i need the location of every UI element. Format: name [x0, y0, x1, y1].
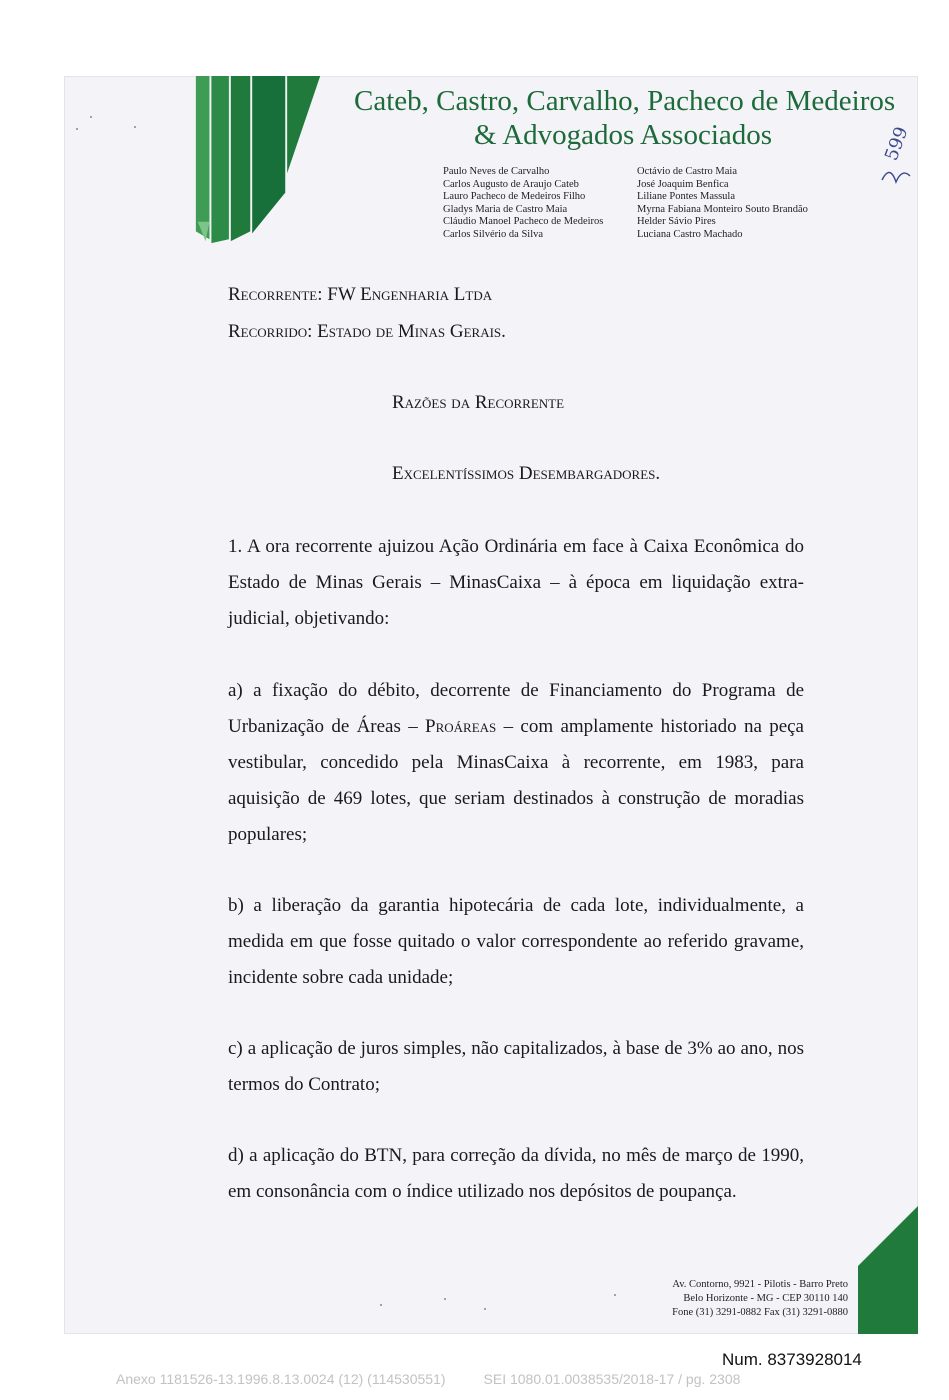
- document-number: Num. 8373928014: [722, 1350, 862, 1369]
- scanned-page: [64, 76, 918, 1334]
- partner-name: Liliane Pontes Massula: [637, 191, 735, 202]
- handwritten-page-number-text: 599: [881, 124, 913, 164]
- firm-name-line1: Cateb, Castro, Carvalho, Pacheco de Medeiros: [354, 85, 896, 117]
- paragraph-a-part1: a) a fixação do débito, decorrente de Financiamento do Programa de Urbanização de Áreas –: [228, 680, 804, 737]
- address-street: Av. Contorno, 9921 - Pilotis - Barro Preto: [672, 1279, 848, 1290]
- footer-sei: SEI 1080.01.0038535/2018-17 / pg. 2308: [483, 1371, 741, 1387]
- paragraph-a: [228, 673, 804, 853]
- paragraph-1: 1. A ora recorrente ajuizou Ação Ordinária em face à Caixa Econômica do Estado de Minas Gerais – MinasCaixa – à época em liquidação extra-judicial, objetivando:: [228, 536, 804, 629]
- footer-reference: [116, 1371, 778, 1387]
- address-city: Belo Horizonte - MG - CEP 30110 140: [683, 1293, 848, 1304]
- partner-name: Cláudio Manoel Pacheco de Medeiros: [443, 216, 604, 227]
- partner-name: Myrna Fabiana Monteiro Souto Brandão: [637, 203, 808, 215]
- paragraph-b: b) a liberação da garantia hipotecária de cada lote, individualmente, a medida em que fosse quitado o valor correspondente ao referido gravame, incidente sobre cada unidade;: [228, 895, 804, 988]
- scan-speck: [444, 1298, 446, 1300]
- partner-name: Lauro Pacheco de Medeiros Filho: [443, 191, 586, 202]
- scan-speck: [134, 126, 136, 128]
- scan-speck: [90, 116, 92, 118]
- footer-attachment: Anexo 1181526-13.1996.8.13.0024 (12) (114530551): [116, 1371, 446, 1387]
- paragraph-c: c) a aplicação de juros simples, não capitalizados, à base de 3% ao ano, nos termos do Contrato;: [228, 1038, 804, 1095]
- scan-speck: [614, 1294, 616, 1296]
- partner-name: Luciana Castro Machado: [637, 228, 743, 240]
- scan-speck: [76, 128, 78, 130]
- paragraph-a-part2: – com amplamente historiado na peça vestibular, concedido pela MinasCaixa à recorrente, em 1983, para aquisição de 469 lotes, que seriam destinados à construção de moradias populares;: [228, 716, 804, 845]
- footer-green-corner: [858, 1206, 918, 1334]
- address-phone: Fone (31) 3291-0882 Fax (31) 3291-0880: [672, 1307, 848, 1318]
- partner-name: Paulo Neves de Carvalho: [443, 166, 550, 177]
- handwritten-page-number: [876, 124, 916, 194]
- salutation: Excelentíssimos Desembargadores.: [392, 463, 661, 484]
- partner-name: Octávio de Castro Maia: [637, 166, 738, 177]
- partners-left: [443, 166, 603, 241]
- partner-name: Carlos Silvério da Silva: [443, 228, 544, 240]
- paragraph-d: d) a aplicação do BTN, para correção da dívida, no mês de março de 1990, em consonância com o índice utilizado nos depósitos de poupança.: [228, 1145, 804, 1202]
- partner-name: Carlos Augusto de Araujo Cateb: [443, 178, 579, 190]
- partner-name: José Joaquim Benfica: [637, 178, 729, 190]
- office-address: [672, 1278, 848, 1320]
- section-heading: Razões da Recorrente: [392, 392, 565, 413]
- partner-name: Gladys Maria de Castro Maia: [443, 203, 568, 215]
- scan-speck: [380, 1304, 382, 1306]
- partners-right: [637, 166, 808, 241]
- scan-speck: [484, 1308, 486, 1310]
- proareas-term: Proáreas: [425, 716, 497, 737]
- recorrente-line: Recorrente: FW Engenharia Ltda: [228, 284, 493, 305]
- firm-name-line2: & Advogados Associados: [474, 119, 773, 151]
- partner-name: Helder Sávio Pires: [637, 216, 716, 227]
- recorrido-line: Recorrido: Estado de Minas Gerais.: [228, 321, 506, 342]
